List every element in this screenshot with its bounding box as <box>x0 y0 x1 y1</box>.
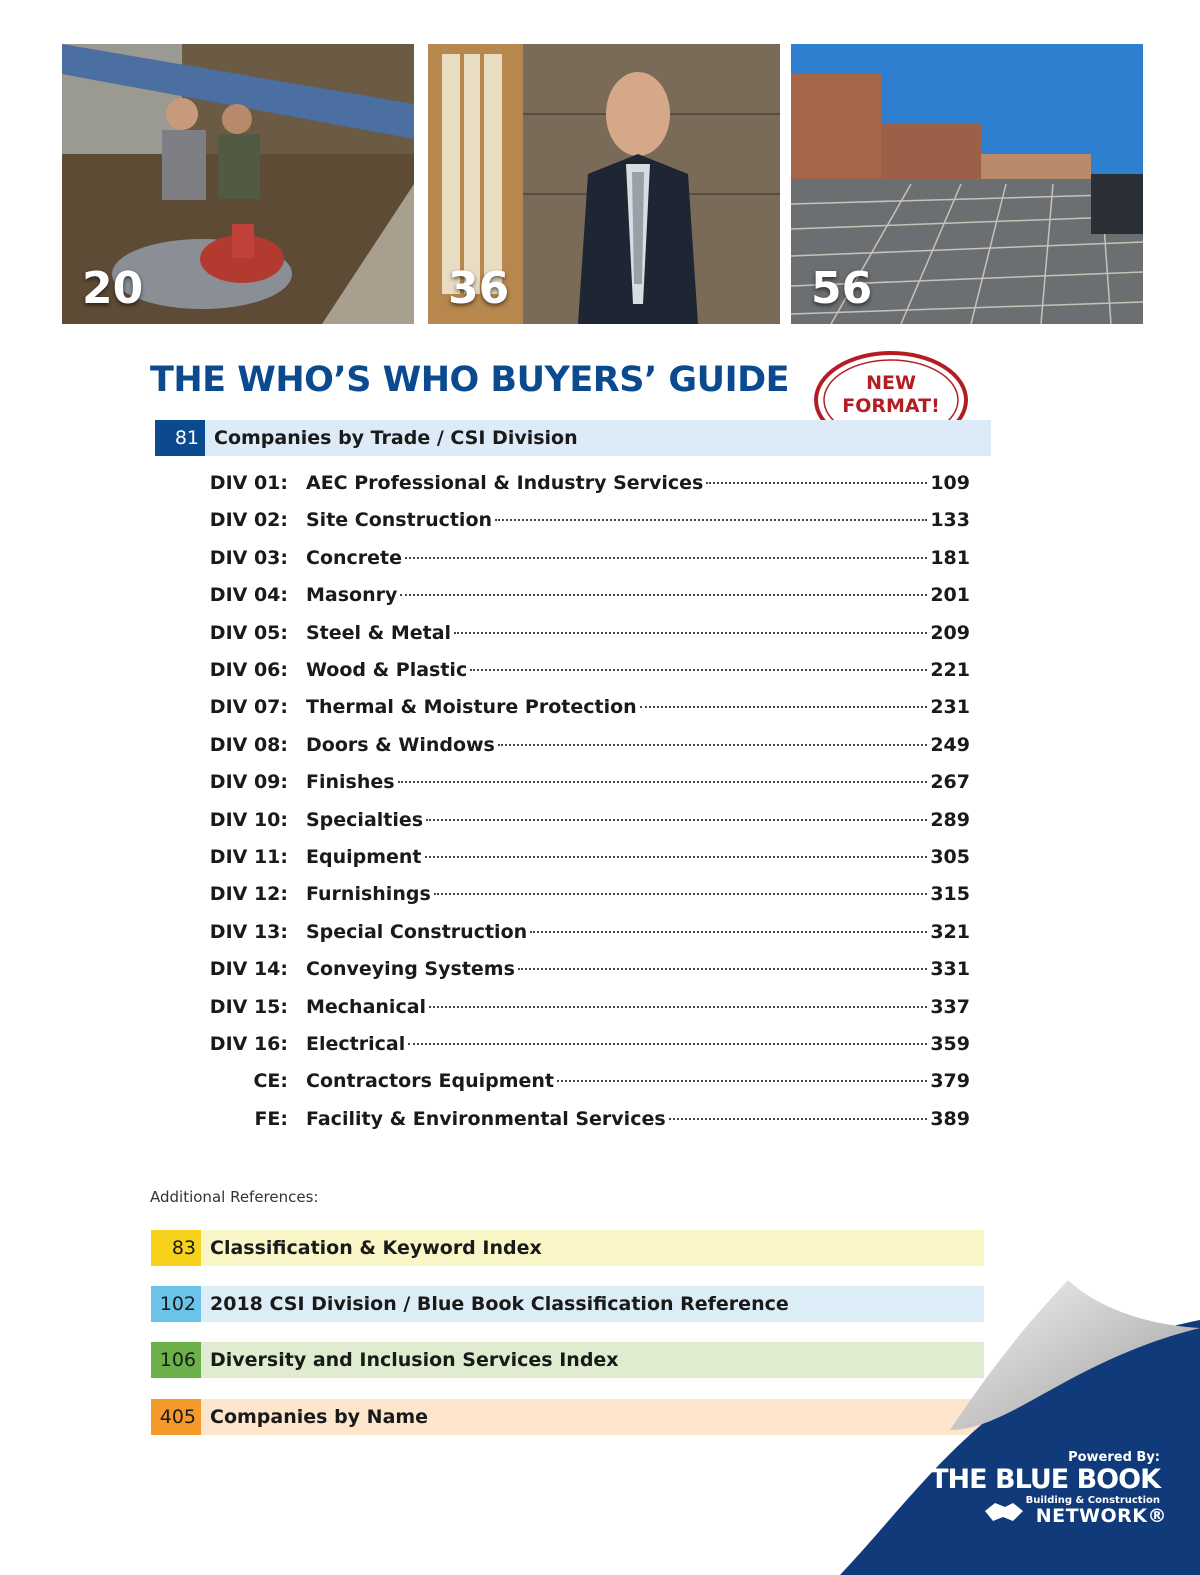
dot-leader <box>470 669 927 671</box>
division-entry <box>306 805 970 835</box>
dot-leader <box>669 1118 928 1120</box>
division-row[interactable] <box>150 1104 970 1134</box>
division-entry <box>306 730 970 760</box>
division-code: DIV 14: <box>209 958 288 981</box>
division-code: DIV 03: <box>209 546 288 569</box>
division-page: 221 <box>930 659 970 681</box>
division-entry <box>306 1104 970 1134</box>
division-code: DIV 02: <box>209 509 288 532</box>
division-code: DIV 13: <box>209 920 288 943</box>
division-entry <box>306 954 970 984</box>
division-entry <box>306 842 970 872</box>
division-page: 231 <box>930 696 970 719</box>
dot-leader <box>530 931 927 933</box>
division-page: 289 <box>930 808 970 831</box>
dot-leader <box>434 893 928 895</box>
division-row[interactable] <box>150 692 970 722</box>
section-companies-by-trade[interactable] <box>155 420 991 456</box>
dot-leader <box>429 1006 927 1008</box>
additional-references-heading: Additional References: <box>150 1188 319 1206</box>
division-code: DIV 10: <box>209 808 288 831</box>
division-row[interactable] <box>150 505 970 535</box>
reference-bar[interactable] <box>151 1230 984 1266</box>
page-curl-corner <box>820 1280 1200 1575</box>
division-name: Site Construction <box>306 509 493 532</box>
dot-leader <box>706 482 927 484</box>
division-entry <box>306 505 970 535</box>
reference-label: Classification & Keyword Index <box>210 1237 542 1259</box>
division-page: 181 <box>930 546 970 569</box>
division-page: 379 <box>930 1070 970 1093</box>
division-page: 389 <box>930 1107 970 1130</box>
division-row[interactable] <box>150 842 970 872</box>
division-entry <box>306 692 970 722</box>
division-row[interactable] <box>150 767 970 797</box>
division-page: 359 <box>930 1033 970 1055</box>
division-row[interactable] <box>150 879 970 909</box>
division-entry <box>306 767 970 797</box>
division-row[interactable] <box>150 580 970 610</box>
logo-network: NETWORK® <box>1035 1505 1167 1527</box>
division-name: AEC Professional & Industry Services <box>306 472 704 494</box>
division-code: DIV 15: <box>209 995 288 1018</box>
division-name: Wood & Plastic <box>306 659 468 681</box>
division-entry <box>306 580 970 610</box>
dot-leader <box>400 594 927 596</box>
division-entry <box>306 1066 970 1096</box>
reference-label: Diversity and Inclusion Services Index <box>210 1349 619 1371</box>
division-name: Doors & Windows <box>306 733 495 756</box>
section-label: Companies by Trade / CSI Division <box>214 427 578 449</box>
division-code: DIV 12: <box>209 883 288 906</box>
division-name: Furnishings <box>306 883 431 906</box>
division-page: 267 <box>930 771 970 794</box>
division-name: Equipment <box>306 846 422 868</box>
division-name: Steel & Metal <box>306 621 452 644</box>
dot-leader <box>498 744 927 746</box>
division-code: CE: <box>253 1070 288 1093</box>
division-entry <box>306 879 970 909</box>
section-page-number: 81 <box>155 420 205 456</box>
stamp-text <box>812 372 970 418</box>
reference-page-number: 83 <box>151 1230 201 1266</box>
stamp-label: NEW FORMAT! <box>842 372 940 417</box>
division-page: 133 <box>930 509 970 532</box>
division-entry <box>306 1029 970 1059</box>
division-row[interactable] <box>150 992 970 1022</box>
division-entry <box>306 543 970 573</box>
reference-page-number: 102 <box>151 1286 201 1322</box>
division-code: DIV 16: <box>209 1033 288 1055</box>
division-entry <box>306 655 970 685</box>
division-row[interactable] <box>150 1029 970 1059</box>
logo-tagline: Building & Construction <box>1025 1495 1160 1506</box>
division-row[interactable] <box>150 730 970 760</box>
dot-leader <box>518 968 927 970</box>
division-row[interactable] <box>150 543 970 573</box>
dot-leader <box>640 706 928 708</box>
photo-excavation <box>62 44 414 324</box>
division-code: DIV 06: <box>209 659 288 681</box>
division-row[interactable] <box>150 618 970 648</box>
division-name: Mechanical <box>306 995 427 1018</box>
division-entry <box>306 468 970 498</box>
division-name: Masonry <box>306 584 398 607</box>
reference-page-number: 106 <box>151 1342 201 1378</box>
division-row[interactable] <box>150 468 970 498</box>
logo-powered-by: Powered By: <box>1068 1450 1160 1465</box>
dot-leader <box>398 781 928 783</box>
division-code: DIV 01: <box>209 472 288 494</box>
division-page: 305 <box>930 846 970 868</box>
division-entry <box>306 917 970 947</box>
dot-leader <box>495 519 927 521</box>
dot-leader <box>454 632 927 634</box>
division-code: DIV 09: <box>209 771 288 794</box>
photo-executive <box>428 44 780 324</box>
logo-blue-book: THE BLUE BOOK <box>930 1464 1160 1495</box>
division-row[interactable] <box>150 917 970 947</box>
reference-label: Companies by Name <box>210 1406 429 1428</box>
division-code: DIV 07: <box>209 696 288 719</box>
division-page: 321 <box>930 920 970 943</box>
photo-page-number: 36 <box>448 263 510 314</box>
dot-leader <box>425 856 928 858</box>
division-page: 315 <box>930 883 970 906</box>
division-row[interactable] <box>150 1066 970 1096</box>
division-entry <box>306 618 970 648</box>
handshake-icon <box>983 1497 1025 1525</box>
division-page: 209 <box>930 621 970 644</box>
division-code: DIV 05: <box>209 621 288 644</box>
division-name: Contractors Equipment <box>306 1070 555 1093</box>
division-name: Special Construction <box>306 920 528 943</box>
division-name: Concrete <box>306 546 403 569</box>
division-code: DIV 08: <box>209 733 288 756</box>
dot-leader <box>426 819 927 821</box>
division-name: Specialties <box>306 808 424 831</box>
photo-page-number: 20 <box>82 263 144 314</box>
division-row[interactable] <box>150 655 970 685</box>
division-code: FE: <box>254 1107 288 1130</box>
division-row[interactable] <box>150 954 970 984</box>
division-name: Conveying Systems <box>306 958 515 981</box>
division-name: Thermal & Moisture Protection <box>306 696 637 719</box>
division-page: 249 <box>930 733 970 756</box>
dot-leader <box>408 1043 927 1045</box>
division-page: 109 <box>930 472 970 494</box>
division-name: Finishes <box>306 771 395 794</box>
dot-leader <box>405 557 927 559</box>
guide-title: THE WHO’S WHO BUYERS’ GUIDE <box>150 360 790 400</box>
division-page: 201 <box>930 584 970 607</box>
division-row[interactable] <box>150 805 970 835</box>
photo-rebar-site <box>791 44 1143 324</box>
photo-page-number: 56 <box>811 263 873 314</box>
division-name: Facility & Environmental Services <box>306 1107 666 1130</box>
reference-page-number: 405 <box>151 1399 201 1435</box>
division-page: 331 <box>930 958 970 981</box>
division-entry <box>306 992 970 1022</box>
division-page: 337 <box>930 995 970 1018</box>
division-code: DIV 11: <box>209 846 288 868</box>
division-code: DIV 04: <box>209 584 288 607</box>
division-name: Electrical <box>306 1033 406 1055</box>
reference-label: 2018 CSI Division / Blue Book Classification Reference <box>210 1293 789 1315</box>
dot-leader <box>557 1080 927 1082</box>
